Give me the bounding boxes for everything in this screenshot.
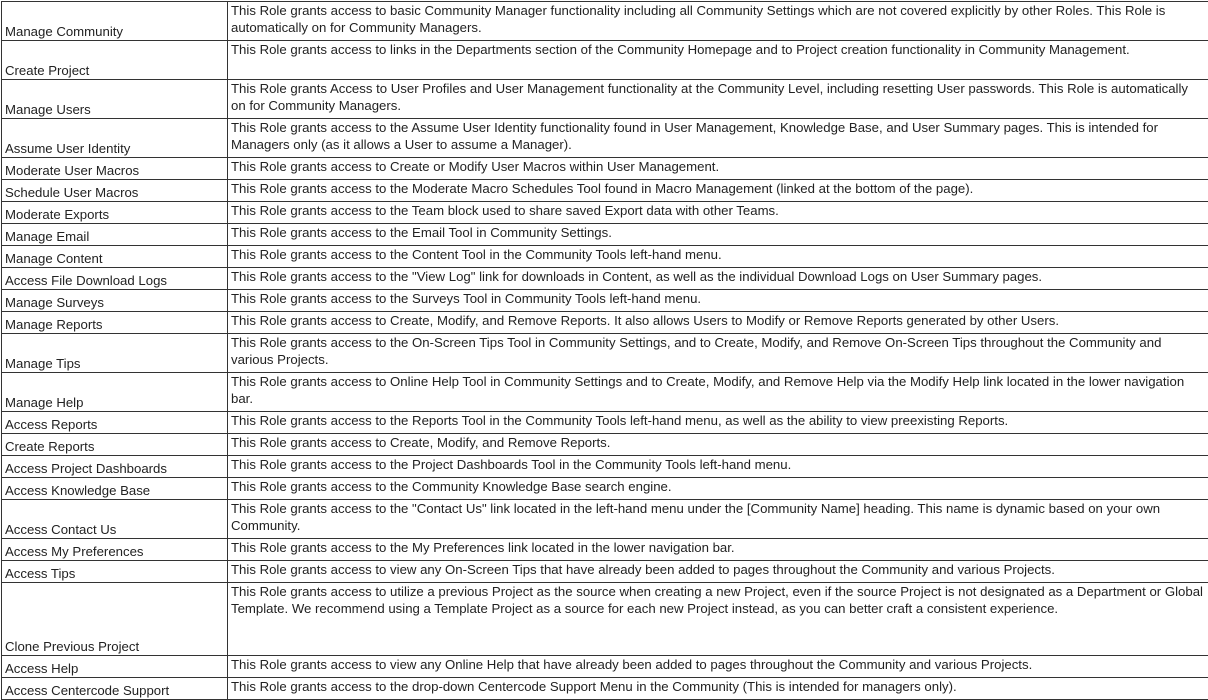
table-row (2, 678, 1208, 700)
table-row (2, 434, 1208, 456)
role-description-cell: This Role grants access to the Team block used to share saved Export data with other Teams. (228, 202, 1208, 224)
role-name-cell: Access File Download Logs (2, 268, 228, 290)
table-row (2, 41, 1208, 80)
role-name-cell: Create Project (2, 41, 228, 80)
role-name-cell: Manage Help (2, 373, 228, 412)
table-row (2, 373, 1208, 412)
role-name-cell: Access Project Dashboards (2, 456, 228, 478)
table-row (2, 539, 1208, 561)
table-row (2, 202, 1208, 224)
table-row (2, 80, 1208, 119)
table-row (2, 2, 1208, 41)
table-row (2, 268, 1208, 290)
role-name-cell: Manage Tips (2, 334, 228, 373)
role-description-cell: This Role grants Access to User Profiles and User Management functionality at the Community Level, including resetting User passwords. This Role is automatically on for Community Managers. (228, 80, 1208, 119)
table-row (2, 312, 1208, 334)
table-row (2, 224, 1208, 246)
role-description-cell: This Role grants access to the Surveys Tool in Community Tools left-hand menu. (228, 290, 1208, 312)
role-name-cell: Manage Reports (2, 312, 228, 334)
role-description-cell: This Role grants access to the Assume User Identity functionality found in User Management, Knowledge Base, and User Summary pages. This is intended for Managers only (as it allows a User to assume a Manager). (228, 119, 1208, 158)
table-row (2, 561, 1208, 583)
role-description-cell: This Role grants access to Online Help Tool in Community Settings and to Create, Modify, and Remove Help via the Modify Help link located in the lower navigation bar. (228, 373, 1208, 412)
role-name-cell: Access Contact Us (2, 500, 228, 539)
table-row (2, 290, 1208, 312)
role-description-cell: This Role grants access to utilize a previous Project as the source when creating a new Project, even if the source Project is not designated as a Department or Global Template. We recommend using a Template Project as a source for each new Project instead, as you can better craft a consistent experience. (228, 583, 1208, 656)
role-description-cell: This Role grants access to the My Preferences link located in the lower navigation bar. (228, 539, 1208, 561)
table-row (2, 583, 1208, 656)
role-description-cell: This Role grants access to Create, Modify, and Remove Reports. (228, 434, 1208, 456)
role-description-cell: This Role grants access to the "Contact Us" link located in the left-hand menu under the [Community Name] heading. This name is dynamic based on your own Community. (228, 500, 1208, 539)
role-name-cell: Moderate User Macros (2, 158, 228, 180)
role-description-cell: This Role grants access to Create, Modify, and Remove Reports. It also allows Users to Modify or Remove Reports generated by other Users. (228, 312, 1208, 334)
role-description-cell: This Role grants access to basic Community Manager functionality including all Community Settings which are not covered explicitly by other Roles. This Role is automatically on for Community Managers. (228, 2, 1208, 41)
role-name-cell: Moderate Exports (2, 202, 228, 224)
role-description-cell: This Role grants access to view any Online Help that have already been added to pages throughout the Community and various Projects. (228, 656, 1208, 678)
role-name-cell: Manage Content (2, 246, 228, 268)
table-row (2, 180, 1208, 202)
roles-table (1, 1, 1208, 700)
role-name-cell: Manage Email (2, 224, 228, 246)
table-row (2, 158, 1208, 180)
role-name-cell: Create Reports (2, 434, 228, 456)
roles-table-body (2, 2, 1208, 700)
role-description-cell: This Role grants access to the Community Knowledge Base search engine. (228, 478, 1208, 500)
role-description-cell: This Role grants access to the Moderate Macro Schedules Tool found in Macro Management (linked at the bottom of the page). (228, 180, 1208, 202)
role-name-cell: Clone Previous Project (2, 583, 228, 656)
role-name-cell: Manage Users (2, 80, 228, 119)
table-row (2, 412, 1208, 434)
role-name-cell: Access My Preferences (2, 539, 228, 561)
role-name-cell: Manage Surveys (2, 290, 228, 312)
role-name-cell: Schedule User Macros (2, 180, 228, 202)
role-name-cell: Assume User Identity (2, 119, 228, 158)
table-row (2, 246, 1208, 268)
role-description-cell: This Role grants access to the drop-down Centercode Support Menu in the Community (This is intended for managers only). (228, 678, 1208, 700)
role-description-cell: This Role grants access to Create or Modify User Macros within User Management. (228, 158, 1208, 180)
role-description-cell: This Role grants access to the "View Log" link for downloads in Content, as well as the individual Download Logs on User Summary pages. (228, 268, 1208, 290)
table-row (2, 478, 1208, 500)
table-row (2, 456, 1208, 478)
role-description-cell: This Role grants access to the Email Tool in Community Settings. (228, 224, 1208, 246)
table-row (2, 656, 1208, 678)
role-name-cell: Access Centercode Support (2, 678, 228, 700)
role-description-cell: This Role grants access to view any On-Screen Tips that have already been added to pages throughout the Community and various Projects. (228, 561, 1208, 583)
role-name-cell: Access Reports (2, 412, 228, 434)
role-description-cell: This Role grants access to the Content Tool in the Community Tools left-hand menu. (228, 246, 1208, 268)
role-description-cell: This Role grants access to links in the Departments section of the Community Homepage and to Project creation functionality in Community Management. (228, 41, 1208, 80)
role-description-cell: This Role grants access to the Project Dashboards Tool in the Community Tools left-hand menu. (228, 456, 1208, 478)
role-description-cell: This Role grants access to the Reports Tool in the Community Tools left-hand menu, as well as the ability to view preexisting Reports. (228, 412, 1208, 434)
role-description-cell: This Role grants access to the On-Screen Tips Tool in Community Settings, and to Create, Modify, and Remove On-Screen Tips throughout the Community and various Projects. (228, 334, 1208, 373)
role-name-cell: Manage Community (2, 2, 228, 41)
role-name-cell: Access Tips (2, 561, 228, 583)
table-row (2, 119, 1208, 158)
table-row (2, 500, 1208, 539)
role-name-cell: Access Knowledge Base (2, 478, 228, 500)
role-name-cell: Access Help (2, 656, 228, 678)
table-row (2, 334, 1208, 373)
